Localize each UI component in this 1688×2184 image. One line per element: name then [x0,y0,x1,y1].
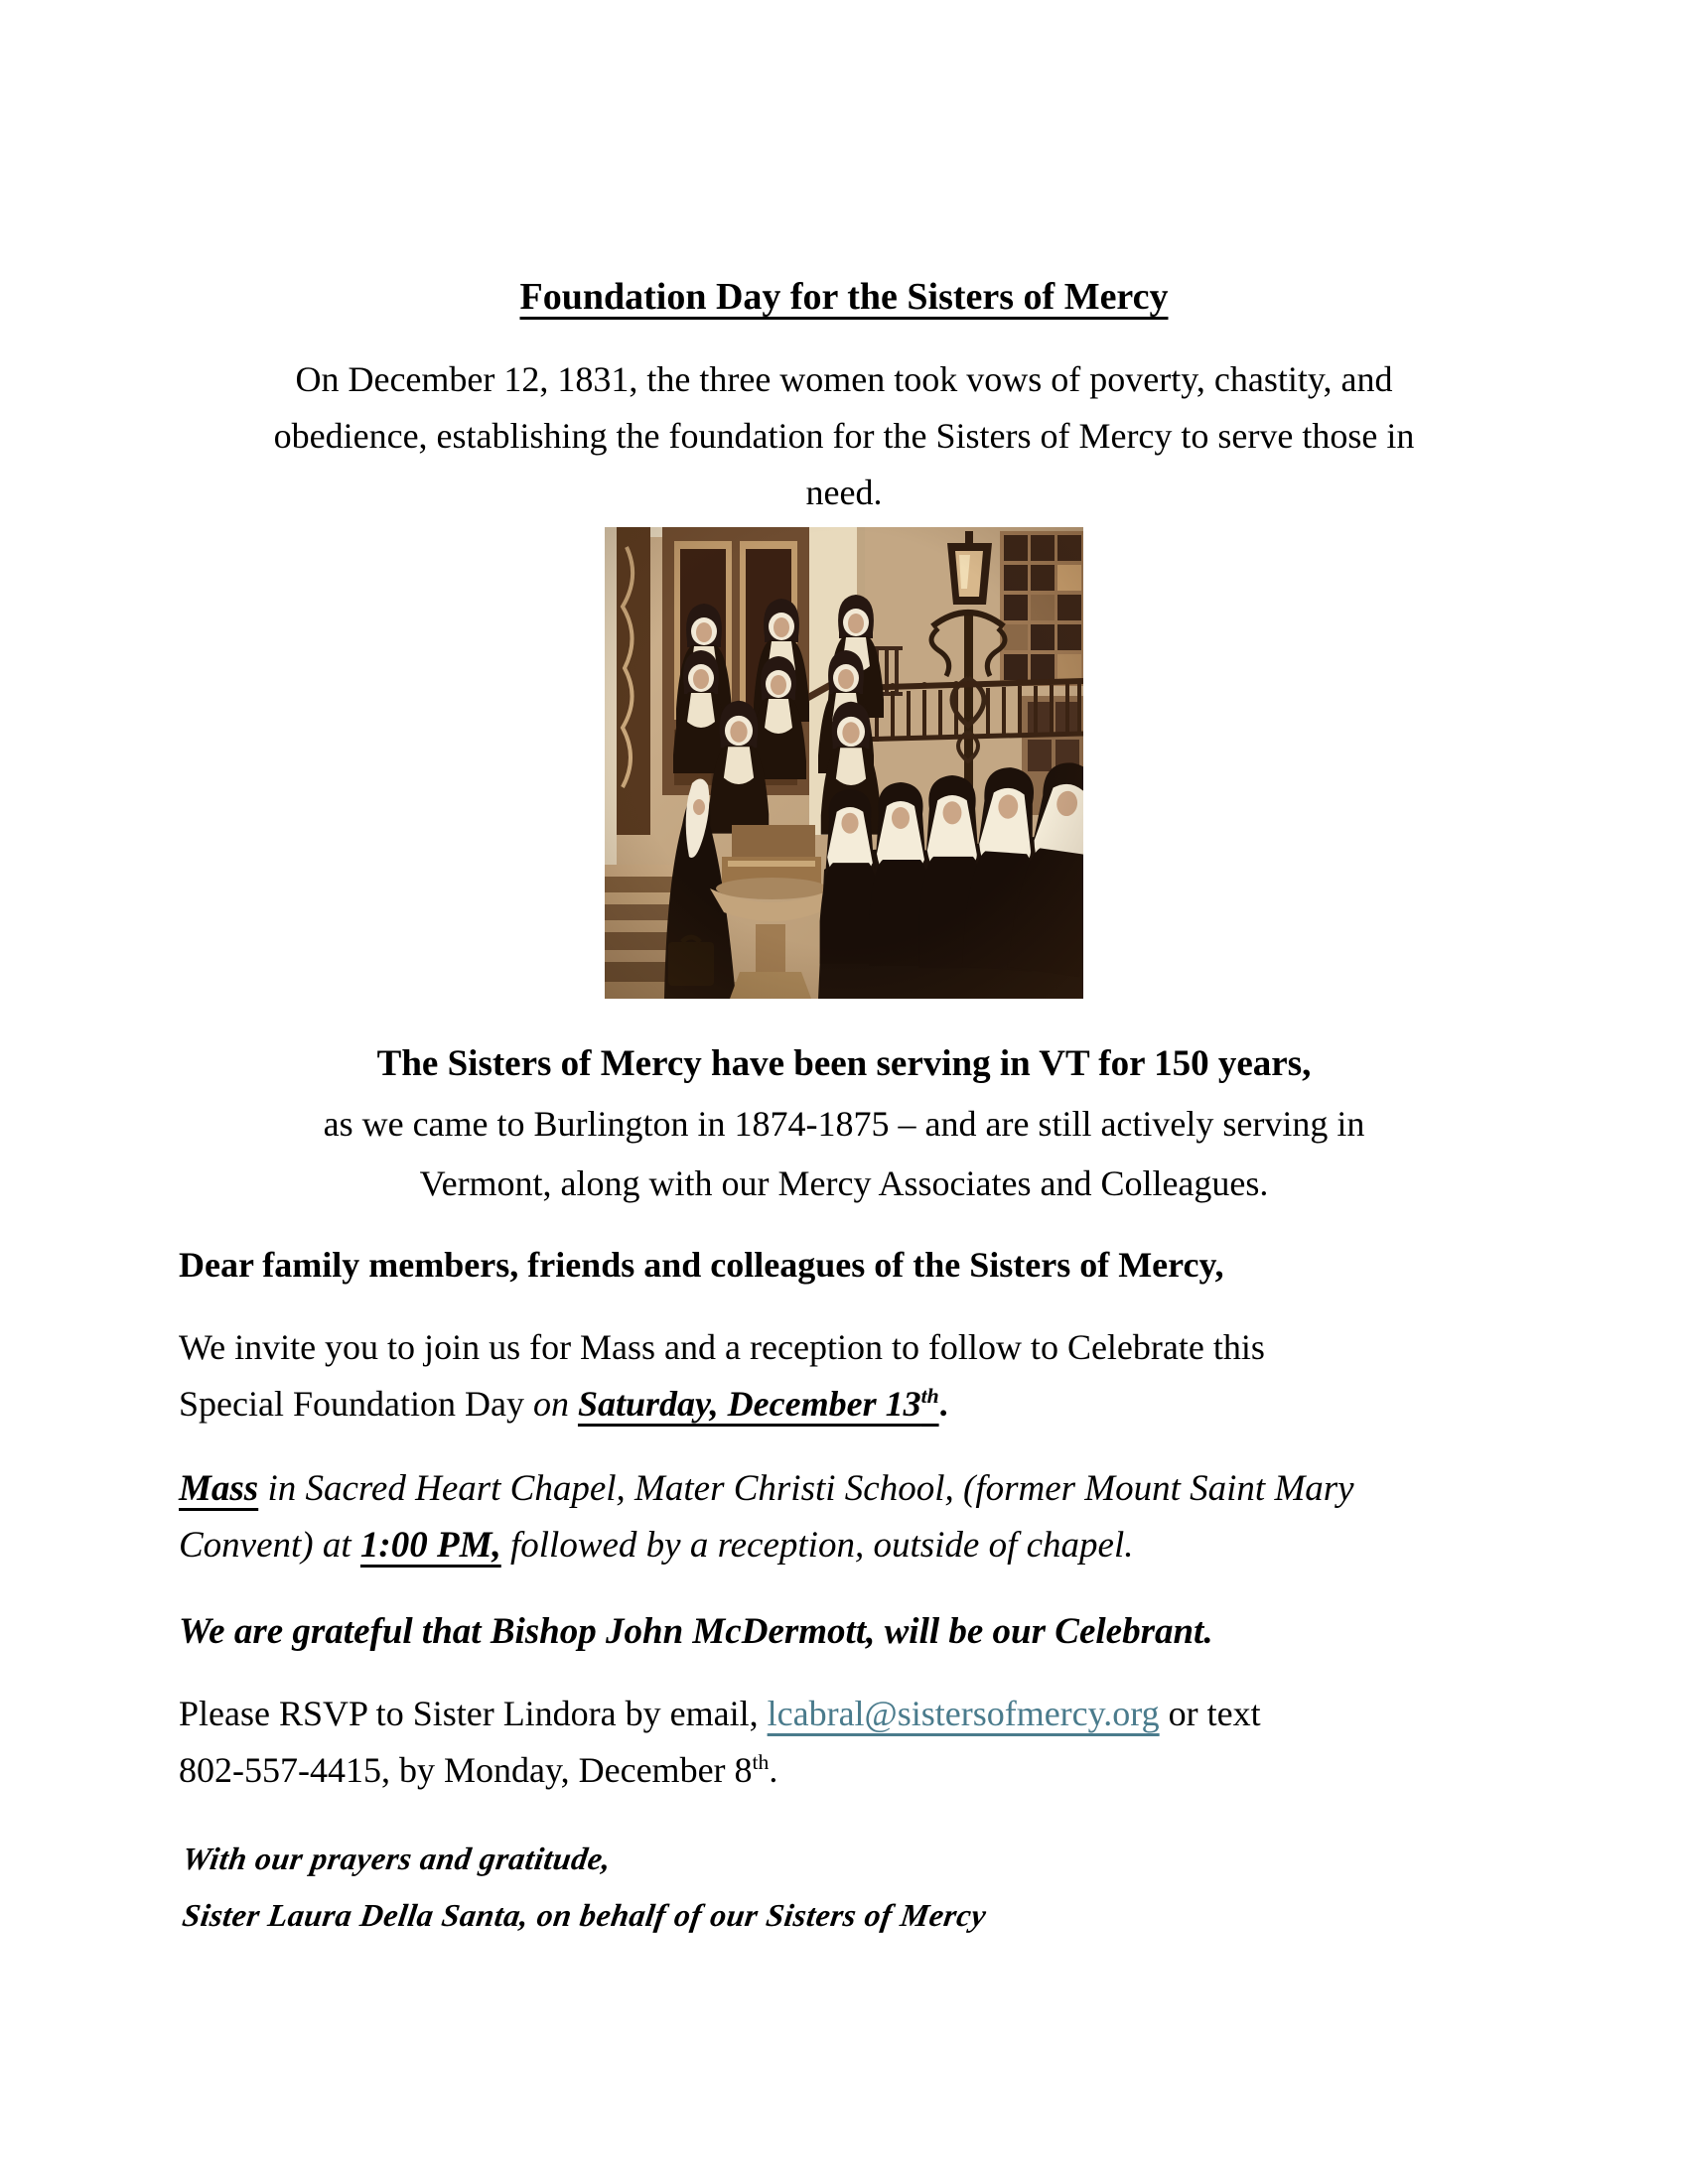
text-segment: 802-557-4415, by Monday, December 8th [179,1750,770,1790]
text-segment: Sister Laura Della Santa, on behalf of our Sisters of Mercy [180,1897,989,1933]
invite-paragraph [179,1319,1509,1433]
text-segment: in Sacred Heart Chapel, Mater Christi School, (former Mount Saint Mary [258,1468,1354,1509]
superscript-ordinal: th [752,1750,770,1774]
text-segment: Convent) at [179,1525,360,1566]
text-line [179,1319,1509,1376]
text-segment: Special Foundation Day [179,1384,533,1424]
page-title [179,274,1509,320]
text-segment: on [532,1384,578,1424]
text-segment: Vermont, along with our Mercy Associates and Colleagues. [419,1163,1269,1203]
text-line [179,465,1509,521]
mass-details-paragraph [179,1460,1509,1573]
historic-photo-svg [605,527,1083,999]
text-segment: obedience, establishing the foundation for the Sisters of Mercy to serve those in [273,416,1415,456]
text-line [179,408,1509,465]
text-line [179,1034,1509,1094]
text-line [179,1742,1509,1799]
text-segment: followed by a reception, outside of chapel. [500,1525,1134,1566]
celebrant-line [179,1603,1509,1660]
text-segment: Mass [179,1468,259,1509]
text-segment: The Sisters of Mercy have been serving in VT for 150 years, [376,1043,1312,1084]
text-segment: . [769,1750,778,1790]
salutation-line [179,1237,1509,1294]
text-segment: Saturday, December 13th [577,1384,939,1424]
text-line [179,1154,1509,1213]
text-line [179,1831,1517,1887]
intro-paragraph [179,351,1509,521]
text-line [179,1517,1509,1573]
text-line [179,1094,1509,1154]
text-segment: 1:00 PM, [359,1525,501,1566]
text-segment: Dear family members, friends and colleagues of the Sisters of Mercy, [179,1245,1224,1285]
text-line [179,1603,1509,1660]
text-segment: We are grateful that Bishop John McDermott, will be our Celebrant [179,1611,1204,1652]
text-segment: Please RSVP to Sister Lindora by email, [179,1694,768,1733]
text-line [179,1686,1509,1742]
text-segment: On December 12, 1831, the three women took vows of poverty, chastity, and [295,359,1393,399]
text-line [179,274,1509,320]
text-line [179,1237,1509,1294]
text-segment: Foundation Day for the Sisters of Mercy [519,276,1169,318]
rsvp-paragraph [179,1686,1509,1799]
email-link[interactable]: lcabral@sistersofmercy.org [767,1694,1160,1733]
text-line [179,351,1509,408]
text-segment: need. [805,473,883,512]
text-segment: or text [1159,1694,1261,1733]
historic-photo [605,527,1083,999]
text-line [179,1887,1517,1944]
text-segment: as we came to Burlington in 1874-1875 – and are still actively serving in [323,1104,1365,1144]
text-segment: We invite you to join us for Mass and a reception to follow to Celebrate this [179,1327,1265,1367]
text-segment: . [938,1384,948,1424]
text-line [179,1460,1509,1517]
text-segment: . [1203,1611,1213,1652]
text-segment: With our prayers and gratitude, [180,1841,614,1876]
superscript-ordinal: th [920,1384,939,1408]
closing-signature [179,1831,1509,1944]
text-line [179,1376,1509,1433]
serving-heading-block [179,1034,1509,1213]
